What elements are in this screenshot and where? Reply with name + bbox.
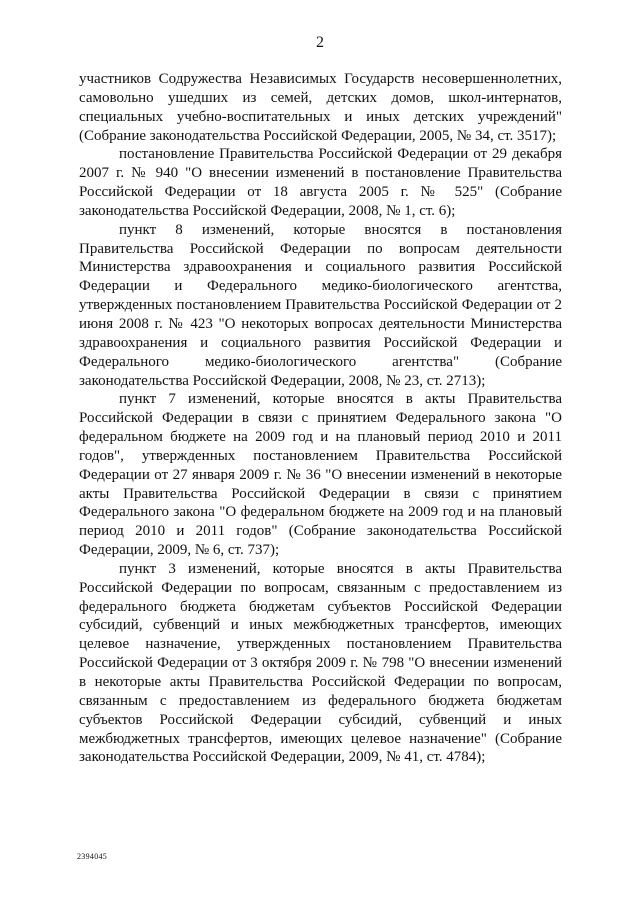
paragraph-decree-423: пункт 8 изменений, которые вносятся в постановления Правительства Российской Федерации по вопросам деятельности Министерства здравоохранения и социального развития Российской Федерации и Федерального медико-биологического агентства, утвержденных постановлением Правительства Российской Федерации от 2 июня 2008 г. № 423 "О некоторых вопросах деятельности Министерства здравоохранения и социального развития Российской Федерации и Федерального медико-биологического агентства" (Собрание законодательства Российской Федерации, 2008, № 23, ст. 2713); <box>79 221 562 389</box>
document-body <box>79 70 562 767</box>
paragraph-decree-36: пункт 7 изменений, которые вносятся в акты Правительства Российской Федерации в связи с принятием Федерального закона "О федеральном бюджете на 2009 год и на плановый период 2010 и 2011 годов", утвержденных постановлением Правительства Российской Федерации от 27 января 2009 г. № 36 "О внесении изменений в некоторые акты Правительства Российской Федерации в связи с принятием Федерального закона "О федеральном бюджете на 2009 год и на плановый период 2010 и 2011 годов" (Собрание законодательства Российской Федерации, 2009, № 6, ст. 737); <box>79 391 562 559</box>
paragraph-decree-940: постановление Правительства Российской Федерации от 29 декабря 2007 г. № 940 "О внесении изменений в постановление Правительства Российской Федерации от 18 августа 2005 г. № 525" (Собрание законодательства Российской Федерации, 2008, № 1, ст. 6); <box>79 146 562 219</box>
page-number: 2 <box>316 34 324 51</box>
paragraph-decree-798: пункт 3 изменений, которые вносятся в акты Правительства Российской Федерации по вопросам, связанным с предоставлением из федерального бюджета бюджетам субъектов Российской Федерации субсидий, субвенций и иных межбюджетных трансфертов, имеющих целевое назначение, утвержденных постановлением Правительства Российской Федерации от 3 октября 2009 г. № 798 "О внесении изменений в некоторые акты Правительства Российской Федерации по вопросам, связанным с предоставлением из федерального бюджета бюджетам субъектов Российской Федерации субсидий, субвенций и иных межбюджетных трансфертов, имеющих целевое назначение" (Собрание законодательства Российской Федерации, 2009, № 41, ст. 4784); <box>79 560 562 766</box>
document-code: 2394045 <box>77 852 108 861</box>
paragraph-continuation: участников Содружества Независимых Государств несовершеннолетних, самовольно ушедших из семей, детских домов, школ-интернатов, специальных учебно-воспитательных и иных детских учреждений" (Собрание законодательства Российской Федерации, 2005, № 34, ст. 3517); <box>79 71 562 144</box>
